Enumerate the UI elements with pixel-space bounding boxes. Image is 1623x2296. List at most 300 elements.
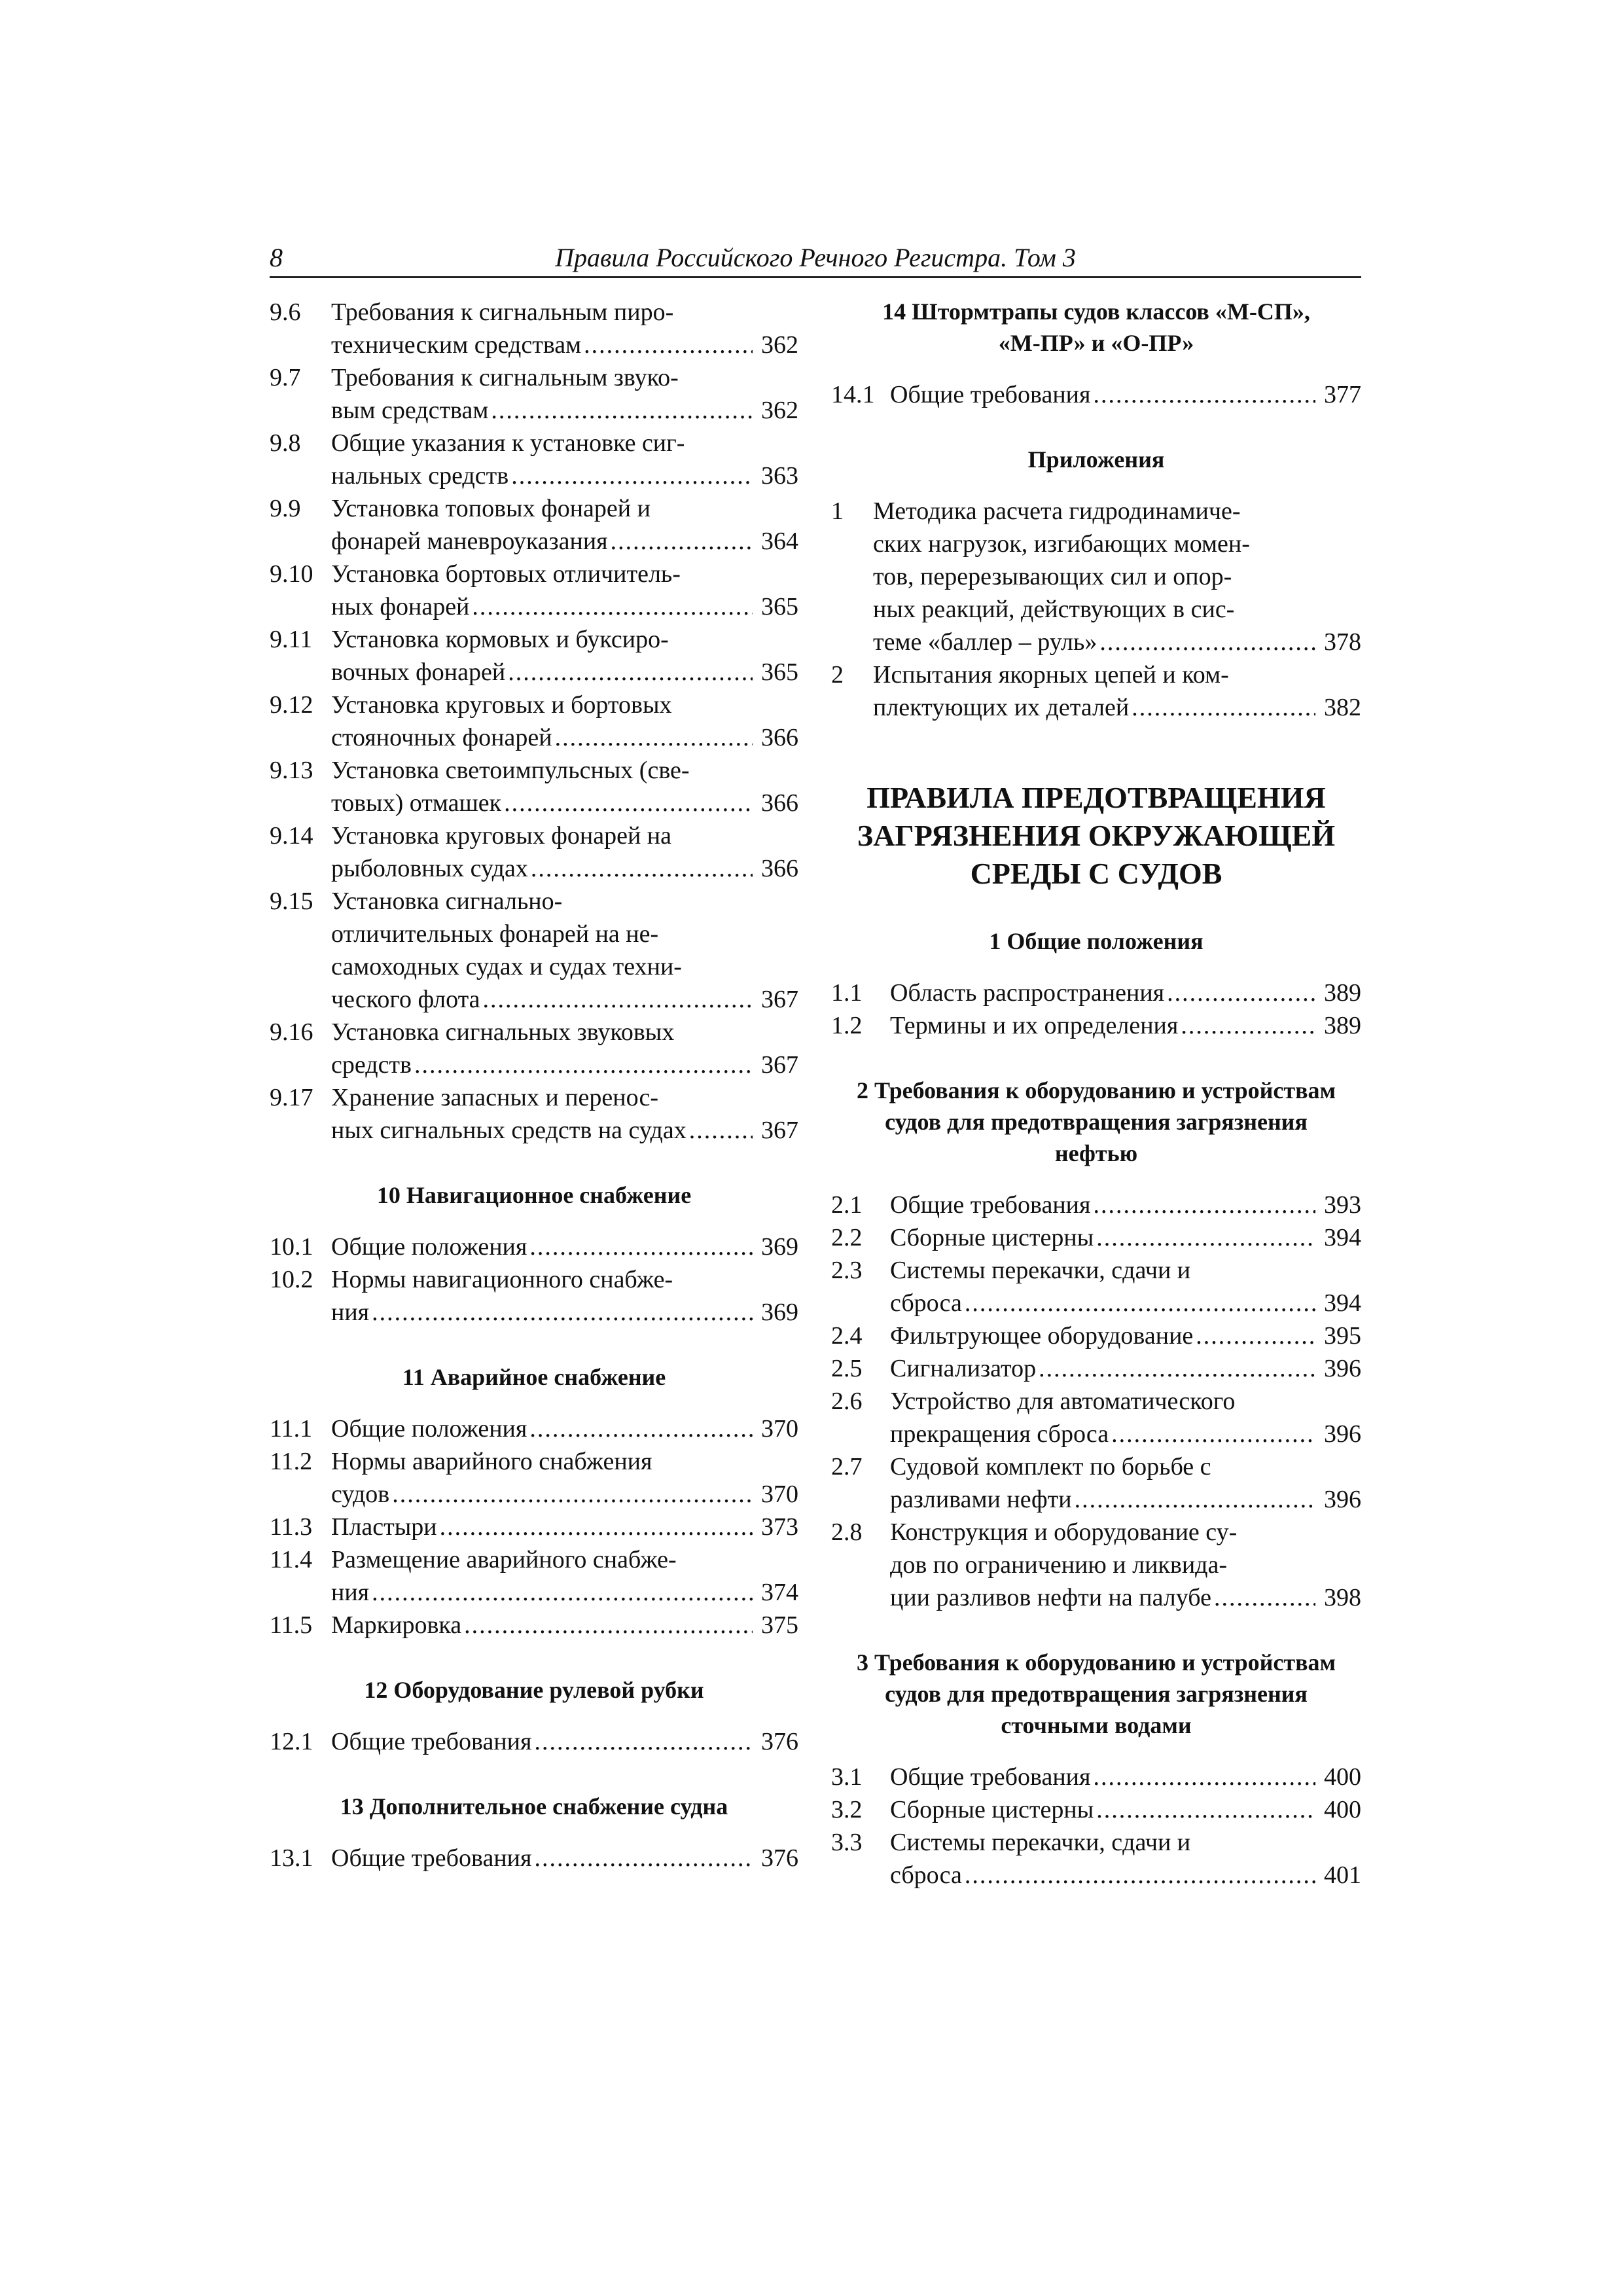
toc-entry-last-line: [890, 1287, 1361, 1319]
toc-group-9: [270, 296, 798, 1147]
section-title-3-line: судов для предотвращения загрязнения: [885, 1681, 1308, 1707]
dot-leader: [1039, 1352, 1315, 1385]
toc-entry-last-line: [890, 1319, 1361, 1352]
toc-entry-body: [890, 1450, 1361, 1516]
dot-leader: [1075, 1483, 1315, 1516]
toc-entry-body: [331, 623, 798, 689]
toc-entry-body: [873, 658, 1361, 724]
toc-entry-page: 396: [1324, 1420, 1361, 1448]
toc-entry: [831, 1793, 1361, 1826]
toc-entry-body: [331, 296, 798, 361]
toc-entry-body: [331, 427, 798, 492]
toc-entry-last-line: [890, 1483, 1361, 1516]
appendices-title: Приложения: [1027, 446, 1165, 473]
toc-entry-page: 369: [761, 1299, 798, 1326]
toc-entry-body: [890, 1826, 1361, 1892]
toc-entry-line: Установка круговых и бортовых: [331, 691, 672, 719]
toc-entry: [270, 558, 798, 623]
running-title: Правила Российского Речного Регистра. Том 3: [555, 243, 1076, 272]
toc-entry-title: ния: [331, 1299, 370, 1326]
toc-entry-body: [331, 1263, 798, 1329]
toc-entry-body: [890, 1793, 1361, 1826]
toc-entry-page: 362: [761, 397, 798, 424]
toc-entry-number: 9.13: [270, 757, 313, 784]
dot-leader: [491, 394, 753, 427]
toc-entry-last-line: [873, 691, 1361, 724]
dot-leader: [1181, 1009, 1315, 1042]
toc-entry-page: 400: [1324, 1796, 1361, 1823]
dot-leader: [611, 525, 753, 558]
section-title-14: [831, 296, 1361, 359]
toc-entry: [831, 1009, 1361, 1042]
toc-entry-body: [890, 1254, 1361, 1319]
toc-entry-number: 1.1: [831, 979, 863, 1007]
toc-entry-last-line: [890, 1793, 1361, 1826]
toc-entry-page: 376: [761, 1728, 798, 1755]
toc-entry-page: 370: [761, 1415, 798, 1443]
toc-entry-line: Установка сигнальных звуковых: [331, 1018, 675, 1046]
toc-entry-last-line: [331, 394, 798, 427]
section-title-14-line: «М-ПР» и «О-ПР»: [998, 330, 1194, 356]
toc-entry-last-line: [890, 1859, 1361, 1892]
dot-leader: [555, 721, 753, 754]
toc-entry-page: 367: [761, 1051, 798, 1079]
toc-entry-body: [890, 378, 1361, 411]
toc-entry-body: [890, 1352, 1361, 1385]
dot-leader: [483, 983, 753, 1016]
toc-entry-number: 10.1: [270, 1233, 313, 1261]
toc-group-12: [270, 1725, 798, 1758]
dot-leader: [504, 787, 753, 819]
toc-entry-line: Установка кормовых и буксиро-: [331, 626, 669, 653]
toc-entry: [831, 1352, 1361, 1385]
main-title-line: ЗАГРЯЗНЕНИЯ ОКРУЖАЮЩЕЙ: [857, 819, 1336, 852]
section-title-2-line: 2 Требования к оборудованию и устройствам: [856, 1077, 1336, 1103]
toc-entry: [270, 1725, 798, 1758]
toc-entry: [831, 1189, 1361, 1221]
toc-entry-title: Общие положения: [331, 1233, 527, 1261]
toc-entry: [831, 1385, 1361, 1450]
toc-entry-title: Термины и их определения: [890, 1012, 1179, 1039]
dot-leader: [534, 1842, 753, 1874]
toc-entry-number: 3.3: [831, 1829, 863, 1856]
toc-entry-page: 377: [1324, 381, 1361, 408]
toc-entry-body: [890, 977, 1361, 1009]
toc-entry: [270, 1412, 798, 1445]
toc-entry-number: 9.12: [270, 691, 313, 719]
toc-entry-line: Испытания якорных цепей и ком-: [873, 661, 1229, 689]
toc-entry-title: теме «баллер – руль»: [873, 628, 1097, 656]
toc-entry-number: 13.1: [270, 1844, 313, 1872]
section-title-3-line: 3 Требования к оборудованию и устройствам: [856, 1649, 1336, 1676]
toc-entry-line: Нормы аварийного снабжения: [331, 1448, 652, 1475]
toc-entry-title: Общие требования: [331, 1728, 532, 1755]
toc-entry-body: [331, 1511, 798, 1543]
toc-entry-last-line: [331, 656, 798, 689]
toc-entry-last-line: [331, 459, 798, 492]
toc-entry-title: Сборные цистерны: [890, 1224, 1094, 1251]
toc-entry: [270, 492, 798, 558]
toc-entry-line: Установка сигнально-: [331, 888, 563, 915]
toc-entry-title: ных сигнальных средств на судах: [331, 1117, 687, 1144]
toc-entry-last-line: [331, 525, 798, 558]
toc-entry-body: [890, 1221, 1361, 1254]
toc-entry-page: 375: [761, 1611, 798, 1639]
toc-entry-number: 12.1: [270, 1728, 313, 1755]
toc-entry-last-line: [331, 721, 798, 754]
toc-entry-number: 11.2: [270, 1448, 313, 1475]
toc-entry-last-line: [331, 787, 798, 819]
toc-entry-last-line: [331, 329, 798, 361]
dot-leader: [1196, 1319, 1315, 1352]
dot-leader: [1214, 1581, 1315, 1614]
dot-leader: [1096, 1221, 1315, 1254]
toc-entry: [831, 1826, 1361, 1892]
toc-entry-line: ных реакций, действующих в сис-: [873, 596, 1235, 623]
toc-entry-body: [331, 1081, 798, 1147]
section-title-2-line: судов для предотвращения загрязнения: [885, 1109, 1308, 1135]
toc-group-10: [270, 1230, 798, 1329]
toc-entry-title: Фильтрующее оборудование: [890, 1322, 1194, 1350]
toc-entry: [270, 819, 798, 885]
toc-entry-line: отличительных фонарей на не-: [331, 920, 659, 948]
toc-entry-last-line: [331, 1114, 798, 1147]
toc-entry-title: плектующих их деталей: [873, 694, 1130, 721]
toc-entry-body: [331, 1609, 798, 1641]
toc-entry-page: 396: [1324, 1355, 1361, 1382]
toc-entry-body: [890, 1385, 1361, 1450]
toc-entry-last-line: [331, 1412, 798, 1445]
toc-entry-body: [331, 492, 798, 558]
toc-entry: [270, 1511, 798, 1543]
toc-entry-line: самоходных судах и судах техни-: [331, 953, 682, 980]
toc-entry-page: 370: [761, 1480, 798, 1508]
toc-entry-body: [331, 1842, 798, 1874]
toc-entry-title: стояночных фонарей: [331, 724, 552, 751]
main-title-line: СРЕДЫ С СУДОВ: [970, 857, 1222, 890]
toc-entry-title: судов: [331, 1480, 390, 1508]
toc-entry-title: Сборные цистерны: [890, 1796, 1094, 1823]
toc-entry-number: 2.4: [831, 1322, 863, 1350]
toc-entry-line: дов по ограничению и ликвида-: [890, 1551, 1228, 1579]
toc-entry-page: 374: [761, 1579, 798, 1606]
dot-leader: [372, 1296, 753, 1329]
toc-entry-title: товых) отмашек: [331, 789, 502, 817]
toc-entry-number: 1: [831, 497, 844, 525]
toc-entry-title: ции разливов нефти на палубе: [890, 1584, 1211, 1611]
dot-leader: [1111, 1418, 1315, 1450]
toc-entry-number: 10.2: [270, 1266, 313, 1293]
dot-leader: [472, 590, 753, 623]
toc-entry-line: Установка круговых фонарей на: [331, 822, 671, 850]
toc-entry: [270, 1230, 798, 1263]
toc-entry-last-line: [331, 590, 798, 623]
dot-leader: [584, 329, 753, 361]
toc-entry-page: 382: [1324, 694, 1361, 721]
toc-entry-last-line: [331, 1842, 798, 1874]
dot-leader: [534, 1725, 753, 1758]
toc-entry-body: [331, 819, 798, 885]
toc-entry-line: Установка топовых фонарей и: [331, 495, 651, 522]
toc-entry-last-line: [331, 1230, 798, 1263]
toc-entry-page: 389: [1324, 1012, 1361, 1039]
toc-entry-title: вым средствам: [331, 397, 489, 424]
toc-entry-last-line: [331, 1511, 798, 1543]
page-number: 8: [270, 243, 283, 272]
toc-group-2: [831, 1189, 1361, 1614]
toc-entry-title: Сигнализатор: [890, 1355, 1037, 1382]
toc-entry-line: Размещение аварийного снабже-: [331, 1546, 677, 1573]
toc-entry-line: Требования к сигнальным пиро-: [331, 298, 674, 326]
toc-entry-page: 364: [761, 528, 798, 555]
toc-entry-body: [331, 1445, 798, 1511]
toc-entry-body: [890, 1189, 1361, 1221]
toc-entry-page: 376: [761, 1844, 798, 1872]
toc-entry-number: 9.9: [270, 495, 301, 522]
toc-entry-page: 366: [761, 724, 798, 751]
toc-entry-body: [331, 558, 798, 623]
toc-entry-page: 394: [1324, 1289, 1361, 1317]
toc-entry-body: [331, 1725, 798, 1758]
toc-entry-last-line: [331, 1609, 798, 1641]
toc-entry-title: Общие требования: [331, 1844, 532, 1872]
toc-entry-body: [873, 495, 1361, 658]
dot-leader: [1093, 1189, 1315, 1221]
toc-entry-number: 2: [831, 661, 844, 689]
toc-entry-last-line: [890, 1418, 1361, 1450]
toc-entry-number: 9.15: [270, 888, 313, 915]
dot-leader: [464, 1609, 753, 1641]
dot-leader: [511, 459, 753, 492]
toc-entry-page: 398: [1324, 1584, 1361, 1611]
toc-entry-title: Маркировка: [331, 1611, 462, 1639]
toc-entry-body: [331, 1543, 798, 1609]
toc-entry-number: 2.2: [831, 1224, 863, 1251]
dot-leader: [529, 1412, 753, 1445]
section-title-2-line: нефтью: [1054, 1140, 1138, 1166]
toc-group-11: [270, 1412, 798, 1641]
toc-entry: [270, 689, 798, 754]
toc-entry-line: Системы перекачки, сдачи и: [890, 1257, 1191, 1284]
toc-entry-line: тов, перерезывающих сил и опор-: [873, 563, 1232, 590]
toc-entry-number: 2.1: [831, 1191, 863, 1219]
toc-entry-page: 365: [761, 658, 798, 686]
toc-entry-last-line: [331, 983, 798, 1016]
toc-entry-number: 9.17: [270, 1084, 313, 1111]
toc-entry-title: Общие требования: [890, 381, 1091, 408]
toc-entry: [270, 885, 798, 1016]
dot-leader: [965, 1859, 1315, 1892]
toc-entry: [270, 1016, 798, 1081]
section-title-11: 11 Аварийное снабжение: [402, 1364, 666, 1390]
toc-entry-title: Пластыри: [331, 1513, 437, 1541]
dot-leader: [440, 1511, 753, 1543]
dot-leader: [689, 1114, 753, 1147]
toc-entry-last-line: [890, 1189, 1361, 1221]
toc-entry-number: 2.8: [831, 1518, 863, 1546]
toc-entry: [270, 361, 798, 427]
toc-entry: [270, 754, 798, 819]
toc-entry-number: 9.7: [270, 364, 301, 391]
toc-entry-title: Общие положения: [331, 1415, 527, 1443]
toc-entry-last-line: [890, 1221, 1361, 1254]
toc-entry-number: 11.1: [270, 1415, 313, 1443]
section-title-2: [831, 1075, 1361, 1169]
toc-entry-number: 9.10: [270, 560, 313, 588]
toc-entry-title: техническим средствам: [331, 331, 582, 359]
toc-entry-last-line: [890, 1761, 1361, 1793]
running-header: [270, 237, 1361, 278]
toc-entry: [831, 1516, 1361, 1614]
toc-entry: [270, 1842, 798, 1874]
toc-entry-last-line: [331, 1576, 798, 1609]
dot-leader: [529, 1230, 753, 1263]
section-title-14-line: 14 Штормтрапы судов классов «М-СП»,: [882, 298, 1310, 325]
dot-leader: [414, 1049, 753, 1081]
toc-entry: [831, 1761, 1361, 1793]
toc-entry-number: 3.2: [831, 1796, 863, 1823]
dot-leader: [531, 852, 753, 885]
toc-entry-title: Область распространения: [890, 979, 1165, 1007]
toc-entry-line: ских нагрузок, изгибающих момен-: [873, 530, 1250, 558]
toc-entry-page: 367: [761, 1117, 798, 1144]
toc-entry: [270, 1609, 798, 1641]
toc-entry-number: 1.2: [831, 1012, 863, 1039]
toc-entry-title: Общие требования: [890, 1191, 1091, 1219]
toc-entry-last-line: [331, 852, 798, 885]
toc-entry-page: 365: [761, 593, 798, 620]
toc-entry-title: ния: [331, 1579, 370, 1606]
toc-entry-page: 396: [1324, 1486, 1361, 1513]
toc-entry: [831, 977, 1361, 1009]
toc-entry-page: 395: [1324, 1322, 1361, 1350]
dot-leader: [392, 1478, 753, 1511]
dot-leader: [1132, 691, 1315, 724]
toc-entry-last-line: [890, 378, 1361, 411]
main-title-line: ПРАВИЛА ПРЕДОТВРАЩЕНИЯ: [866, 781, 1326, 814]
toc-entry-line: Устройство для автоматического: [890, 1388, 1236, 1415]
toc-entry-page: 363: [761, 462, 798, 490]
toc-entry-title: средств: [331, 1051, 412, 1079]
toc-entry-title: рыболовных судах: [331, 855, 528, 882]
toc-entry: [270, 296, 798, 361]
dot-leader: [1093, 1761, 1315, 1793]
toc-entry-last-line: [890, 1352, 1361, 1385]
toc-entry-body: [890, 1319, 1361, 1352]
toc-entry-page: 393: [1324, 1191, 1361, 1219]
toc-entry-number: 9.8: [270, 429, 301, 457]
toc-entry-body: [331, 1412, 798, 1445]
toc-group-appendices: [831, 495, 1361, 724]
toc-entry-line: Судовой комплект по борьбе с: [890, 1453, 1211, 1480]
toc-entry-body: [331, 689, 798, 754]
toc-entry: [831, 1319, 1361, 1352]
toc-entry-number: 9.14: [270, 822, 313, 850]
toc-entry-page: 400: [1324, 1763, 1361, 1791]
toc-entry-body: [331, 361, 798, 427]
toc-entry-page: 389: [1324, 979, 1361, 1007]
toc-entry-title: Общие требования: [890, 1763, 1091, 1791]
toc-entry-last-line: [873, 626, 1361, 658]
toc-entry: [831, 378, 1361, 411]
toc-entry-line: Хранение запасных и перенос-: [331, 1084, 659, 1111]
toc-entry-line: Требования к сигнальным звуко-: [331, 364, 679, 391]
toc-entry-line: Общие указания к установке сиг-: [331, 429, 685, 457]
toc-entry: [831, 1254, 1361, 1319]
toc-entry: [831, 495, 1361, 658]
dot-leader: [508, 656, 753, 689]
section-title-3-line: сточными водами: [1001, 1712, 1192, 1738]
toc-entry-title: фонарей маневроуказания: [331, 528, 608, 555]
dot-leader: [1093, 378, 1315, 411]
toc-entry: [270, 1081, 798, 1147]
section-title-12: 12 Оборудование рулевой рубки: [364, 1677, 704, 1703]
toc-entry-number: 11.4: [270, 1546, 313, 1573]
toc-entry-number: 3.1: [831, 1763, 863, 1791]
toc-entry-title: нальных средств: [331, 462, 509, 490]
toc-entry: [270, 427, 798, 492]
toc-entry-number: 2.5: [831, 1355, 863, 1382]
toc-entry-page: 362: [761, 331, 798, 359]
toc-entry-number: 14.1: [831, 381, 875, 408]
toc-entry: [270, 1445, 798, 1511]
dot-leader: [965, 1287, 1315, 1319]
toc-entry-page: 369: [761, 1233, 798, 1261]
toc-entry-title: ческого флота: [331, 986, 480, 1013]
toc-entry-page: 366: [761, 855, 798, 882]
toc-entry-page: 367: [761, 986, 798, 1013]
dot-leader: [1167, 977, 1315, 1009]
section-title-13: 13 Дополнительное снабжение судна: [340, 1793, 728, 1820]
main-part-title: [831, 779, 1361, 893]
toc-entry-page: 394: [1324, 1224, 1361, 1251]
toc-entry: [270, 1263, 798, 1329]
toc-entry-line: Установка светоимпульсных (све-: [331, 757, 690, 784]
section-title-3: [831, 1647, 1361, 1741]
toc-entry: [831, 1450, 1361, 1516]
section-title-1: 1 Общие положения: [989, 928, 1204, 954]
toc-entry-number: 11.5: [270, 1611, 313, 1639]
dot-leader: [1099, 626, 1315, 658]
toc-entry-number: 2.3: [831, 1257, 863, 1284]
toc-entry-body: [890, 1009, 1361, 1042]
toc-entry-title: ных фонарей: [331, 593, 470, 620]
toc-entry-last-line: [890, 977, 1361, 1009]
toc-group-13: [270, 1842, 798, 1874]
toc-entry-title: вочных фонарей: [331, 658, 506, 686]
toc-entry-page: 373: [761, 1513, 798, 1541]
toc-group-14: [831, 378, 1361, 411]
toc-group-3: [831, 1761, 1361, 1892]
toc-entry-body: [890, 1761, 1361, 1793]
toc-entry-body: [331, 754, 798, 819]
toc-entry: [270, 623, 798, 689]
toc-right-column: [831, 296, 1361, 1892]
toc-entry-number: 2.6: [831, 1388, 863, 1415]
toc-entry-line: Методика расчета гидродинамиче-: [873, 497, 1241, 525]
toc-entry-number: 11.3: [270, 1513, 313, 1541]
toc-entry-body: [331, 885, 798, 1016]
toc-group-1: [831, 977, 1361, 1042]
toc-entry-page: 378: [1324, 628, 1361, 656]
toc-entry-last-line: [331, 1725, 798, 1758]
toc-entry-page: 401: [1324, 1861, 1361, 1889]
toc-entry: [270, 1543, 798, 1609]
toc-entry-last-line: [331, 1049, 798, 1081]
toc-entry: [831, 1221, 1361, 1254]
toc-entry-line: Конструкция и оборудование су-: [890, 1518, 1238, 1546]
toc-entry-number: 9.6: [270, 298, 301, 326]
